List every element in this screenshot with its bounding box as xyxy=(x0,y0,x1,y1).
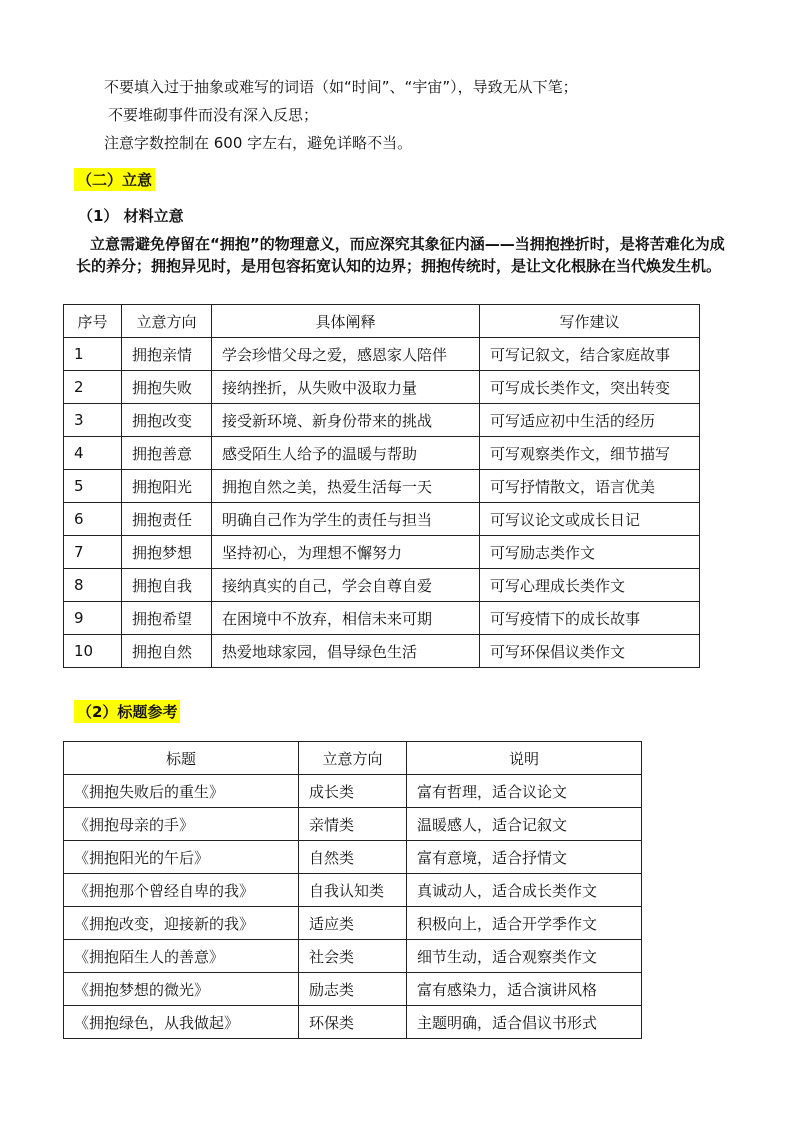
title-table-row xyxy=(64,874,642,907)
topic-table-row-cell: 可写适应初中生活的经历 xyxy=(480,404,700,437)
topic-table-row-cell: 可写观察类作文，细节描写 xyxy=(480,437,700,470)
title-table-row-cell: 积极向上，适合开学季作文 xyxy=(407,907,642,940)
title-table-row xyxy=(64,841,642,874)
title-table-row xyxy=(64,808,642,841)
topic-table-row-cell: 拥抱自然之美，热爱生活每一天 xyxy=(212,470,480,503)
topic-table-row xyxy=(64,404,700,437)
title-table-row-cell: 真诚动人，适合成长类作文 xyxy=(407,874,642,907)
title-table-row-cell: 《拥抱陌生人的善意》 xyxy=(64,940,299,973)
topic-table-row-cell: 拥抱改变 xyxy=(122,404,212,437)
header-index: 序号 xyxy=(64,305,122,338)
topic-table-row-cell: 1 xyxy=(64,338,122,371)
topic-table-row xyxy=(64,371,700,404)
topic-table-row-cell: 可写励志类作文 xyxy=(480,536,700,569)
title-table-row-cell: 环保类 xyxy=(299,1006,407,1039)
title-table-row-cell: 《拥抱改变，迎接新的我》 xyxy=(64,907,299,940)
topic-table-row-cell: 可写环保倡议类作文 xyxy=(480,635,700,668)
title-table-row-cell: 细节生动，适合观察类作文 xyxy=(407,940,642,973)
topic-table-row-cell: 热爱地球家园，倡导绿色生活 xyxy=(212,635,480,668)
topic-table-row-cell: 8 xyxy=(64,569,122,602)
title-table-row-cell: 富有意境，适合抒情文 xyxy=(407,841,642,874)
topic-table-row-cell: 拥抱梦想 xyxy=(122,536,212,569)
header-direction: 立意方向 xyxy=(122,305,212,338)
title-table-row-cell: 成长类 xyxy=(299,775,407,808)
topic-table-row-cell: 4 xyxy=(64,437,122,470)
sub1-paragraph xyxy=(76,234,726,277)
title-table-row xyxy=(64,1006,642,1039)
topic-table-row-cell: 可写议论文或成长日记 xyxy=(480,503,700,536)
topic-table-row-cell: 拥抱善意 xyxy=(122,437,212,470)
title-table-row-cell: 富有哲理，适合议论文 xyxy=(407,775,642,808)
title-table-row-cell: 《拥抱阳光的午后》 xyxy=(64,841,299,874)
title-table-row-cell: 《拥抱梦想的微光》 xyxy=(64,973,299,1006)
topic-table-header-row xyxy=(64,305,700,338)
topic-table-row-cell: 拥抱希望 xyxy=(122,602,212,635)
topic-table-row-cell: 5 xyxy=(64,470,122,503)
topic-table-row-cell: 拥抱失败 xyxy=(122,371,212,404)
topic-table-row-cell: 接受新环境、新身份带来的挑战 xyxy=(212,404,480,437)
topic-table-row xyxy=(64,503,700,536)
topic-table-row-cell: 可写心理成长类作文 xyxy=(480,569,700,602)
topic-table-row-cell: 明确自己作为学生的责任与担当 xyxy=(212,503,480,536)
sub1-heading: （1） 材料立意 xyxy=(78,207,184,225)
sub1-paragraph-text: 立意需避免停留在“拥抱”的物理意义，而应深究其象征内涵——当拥抱挫折时，是将苦难化为成长的养分；拥抱异见时，是用包容拓宽认知的边界；拥抱传统时，是让文化根脉在当代焕发生机。 xyxy=(76,235,725,275)
intro-line-3: 注意字数控制在 600 字左右，避免详略不当。 xyxy=(104,134,413,152)
topic-table-row-cell: 在困境中不放弃，相信未来可期 xyxy=(212,602,480,635)
topic-table-row xyxy=(64,602,700,635)
title-table-row-cell: 适应类 xyxy=(299,907,407,940)
title-table-header-row xyxy=(64,742,642,775)
topic-table-row-cell: 拥抱亲情 xyxy=(122,338,212,371)
title-table-row-cell: 《拥抱绿色，从我做起》 xyxy=(64,1006,299,1039)
title-table-row-cell: 《拥抱母亲的手》 xyxy=(64,808,299,841)
topic-table-row xyxy=(64,437,700,470)
header-suggestion: 写作建议 xyxy=(480,305,700,338)
title-table-row-cell: 自我认知类 xyxy=(299,874,407,907)
header-title: 标题 xyxy=(64,742,299,775)
topic-table-row-cell: 可写疫情下的成长故事 xyxy=(480,602,700,635)
intro-line-2: 不要堆砌事件而没有深入反思； xyxy=(108,106,319,124)
topic-table-row xyxy=(64,470,700,503)
title-table-row-cell: 富有感染力，适合演讲风格 xyxy=(407,973,642,1006)
topic-table-row xyxy=(64,338,700,371)
topic-table-row-cell: 拥抱阳光 xyxy=(122,470,212,503)
topic-table-row-cell: 拥抱自然 xyxy=(122,635,212,668)
title-table-row-cell: 《拥抱失败后的重生》 xyxy=(64,775,299,808)
topic-table-row xyxy=(64,635,700,668)
title-table-row xyxy=(64,973,642,1006)
topic-table xyxy=(63,304,700,668)
topic-table-row-cell: 接纳挫折，从失败中汲取力量 xyxy=(212,371,480,404)
topic-table-row-cell: 可写成长类作文，突出转变 xyxy=(480,371,700,404)
title-table-row xyxy=(64,775,642,808)
intro-line-1: 不要填入过于抽象或难写的词语（如“时间”、“宇宙”），导致无从下笔； xyxy=(104,78,578,96)
topic-table-row xyxy=(64,536,700,569)
topic-table-row-cell: 3 xyxy=(64,404,122,437)
topic-table-row-cell: 9 xyxy=(64,602,122,635)
title-table-row xyxy=(64,940,642,973)
title-table-row-cell: 主题明确，适合倡议书形式 xyxy=(407,1006,642,1039)
topic-table-row-cell: 2 xyxy=(64,371,122,404)
header-direction: 立意方向 xyxy=(299,742,407,775)
title-table-row-cell: 《拥抱那个曾经自卑的我》 xyxy=(64,874,299,907)
section2-heading: （二）立意 xyxy=(74,168,155,191)
topic-table-row-cell: 7 xyxy=(64,536,122,569)
topic-table-row-cell: 感受陌生人给予的温暖与帮助 xyxy=(212,437,480,470)
title-table-row-cell: 自然类 xyxy=(299,841,407,874)
topic-table-row-cell: 坚持初心，为理想不懈努力 xyxy=(212,536,480,569)
topic-table-row xyxy=(64,569,700,602)
topic-table-row-cell: 可写记叙文，结合家庭故事 xyxy=(480,338,700,371)
topic-table-row-cell: 拥抱责任 xyxy=(122,503,212,536)
title-table-row-cell: 励志类 xyxy=(299,973,407,1006)
title-table-row-cell: 社会类 xyxy=(299,940,407,973)
topic-table-row-cell: 学会珍惜父母之爱，感恩家人陪伴 xyxy=(212,338,480,371)
topic-table-row-cell: 可写抒情散文，语言优美 xyxy=(480,470,700,503)
header-explanation: 具体阐释 xyxy=(212,305,480,338)
topic-table-row-cell: 拥抱自我 xyxy=(122,569,212,602)
title-table-row-cell: 亲情类 xyxy=(299,808,407,841)
sub2-heading: （2）标题参考 xyxy=(74,700,180,723)
topic-table-row-cell: 10 xyxy=(64,635,122,668)
topic-table-row-cell: 接纳真实的自己，学会自尊自爱 xyxy=(212,569,480,602)
topic-table-row-cell: 6 xyxy=(64,503,122,536)
title-table xyxy=(63,741,642,1039)
title-table-row xyxy=(64,907,642,940)
header-note: 说明 xyxy=(407,742,642,775)
title-table-row-cell: 温暖感人，适合记叙文 xyxy=(407,808,642,841)
